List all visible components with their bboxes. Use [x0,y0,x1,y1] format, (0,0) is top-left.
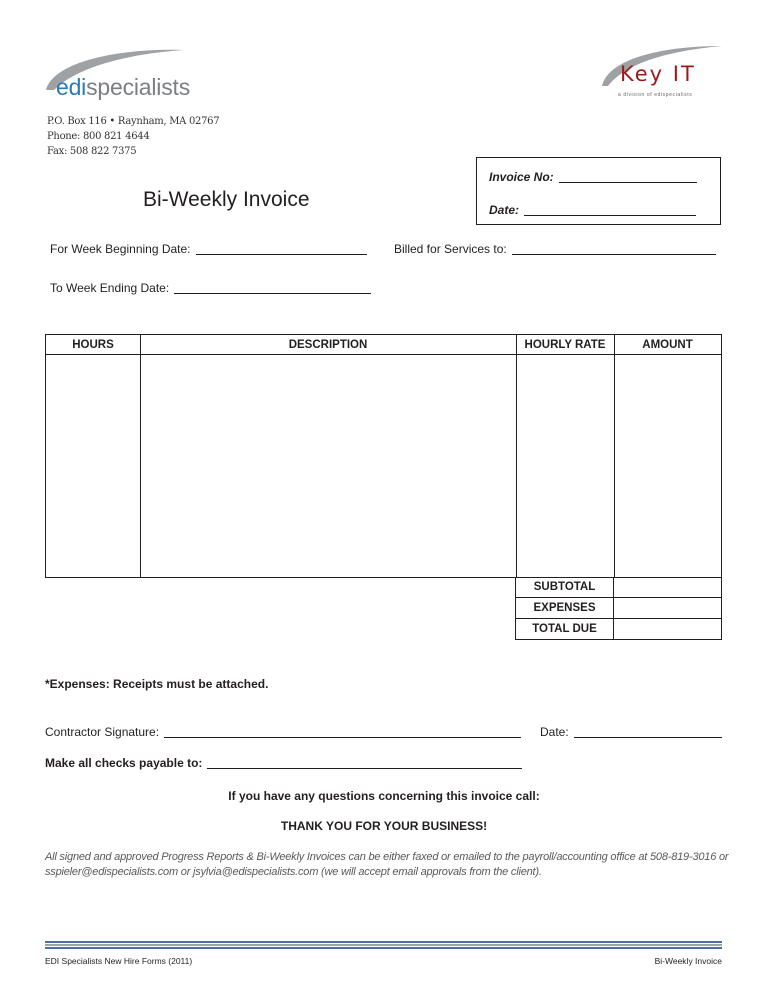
contractor-signature-field[interactable] [164,736,521,738]
hourly-rate-cell[interactable] [517,355,614,577]
keyit-logo [598,42,728,102]
expenses-value-cell[interactable] [614,598,721,618]
footer-divider [45,941,722,950]
billed-to-field[interactable] [512,253,716,255]
signature-date-field[interactable] [574,736,722,738]
header-hours: HOURS [72,339,114,351]
questions-text: If you have any questions concerning this invoice call: [228,789,540,803]
total-due-row [515,619,722,640]
invoice-no-field[interactable] [559,182,697,183]
total-due-label: TOTAL DUE [516,619,614,639]
invoice-date-row [489,203,696,217]
week-ending-label: To Week Ending Date: [50,281,170,295]
invoice-info-box [476,157,721,225]
edi-logo-part2: specialists [86,74,190,100]
contractor-signature-row [45,725,521,739]
billed-to-label: Billed for Services to: [394,242,507,256]
footer-left-text: EDI Specialists New Hire Forms (2011) [45,956,193,966]
line-items-table [45,334,722,578]
billed-to-row [394,242,716,256]
subtotal-value-cell[interactable] [614,577,721,597]
address-line-1: P.O. Box 116 • Raynham, MA 02767 [47,116,220,127]
week-ending-row [50,281,371,295]
header-amount: AMOUNT [642,339,693,351]
edi-logo-part1: edi [56,74,87,100]
contractor-signature-label: Contractor Signature: [45,725,160,739]
total-due-value-cell[interactable] [614,619,721,639]
description-cell[interactable] [141,355,516,577]
footer-right-text: Bi-Weekly Invoice [654,956,722,966]
invoice-no-label: Invoice No: [489,170,554,184]
page-title: Bi-Weekly Invoice [143,188,310,211]
footer-bar [45,947,722,949]
keyit-name: Key IT [620,62,696,86]
week-beginning-field[interactable] [196,253,367,255]
footer-bar [45,941,722,943]
week-beginning-label: For Week Beginning Date: [50,242,191,256]
table-header-row [46,335,721,355]
header-hourly-rate: HOURLY RATE [524,339,606,351]
signature-date-row [540,725,722,739]
payable-row [45,756,522,770]
keyit-tagline: a division of edispecialists [618,92,693,98]
signature-date-label: Date: [540,725,569,739]
subtotal-label: SUBTOTAL [516,577,614,597]
company-address [47,114,219,159]
submission-footnote: All signed and approved Progress Reports & Bi-Weekly Invoices can be either faxed or emailed to the payroll/accounting office at 508-819-3016 or sspieler@edispecialists.com or jsylvia@edispecialists.com (we will accept email approvals from the client). [45,851,729,878]
amount-cell[interactable] [615,355,721,577]
payable-field[interactable] [207,767,522,769]
invoice-no-row [489,170,697,184]
expenses-row [515,598,722,619]
address-fax: Fax: 508 822 7375 [47,146,137,157]
header-description: DESCRIPTION [288,339,368,351]
week-ending-field[interactable] [174,292,371,294]
edispecialists-logo [44,46,224,106]
edi-logo-text [56,74,190,101]
invoice-date-label: Date: [489,203,520,217]
expenses-label: EXPENSES [516,598,614,618]
subtotal-row [515,577,722,598]
payable-label: Make all checks payable to: [45,756,203,770]
totals-table [515,577,722,640]
thanks-text: THANK YOU FOR YOUR BUSINESS! [280,819,488,833]
invoice-date-field[interactable] [524,215,696,216]
footer-bar [45,944,722,946]
expenses-note: *Expenses: Receipts must be attached. [45,677,269,691]
address-phone: Phone: 800 821 4644 [47,131,150,142]
hours-cell[interactable] [46,355,140,577]
week-beginning-row [50,242,367,256]
